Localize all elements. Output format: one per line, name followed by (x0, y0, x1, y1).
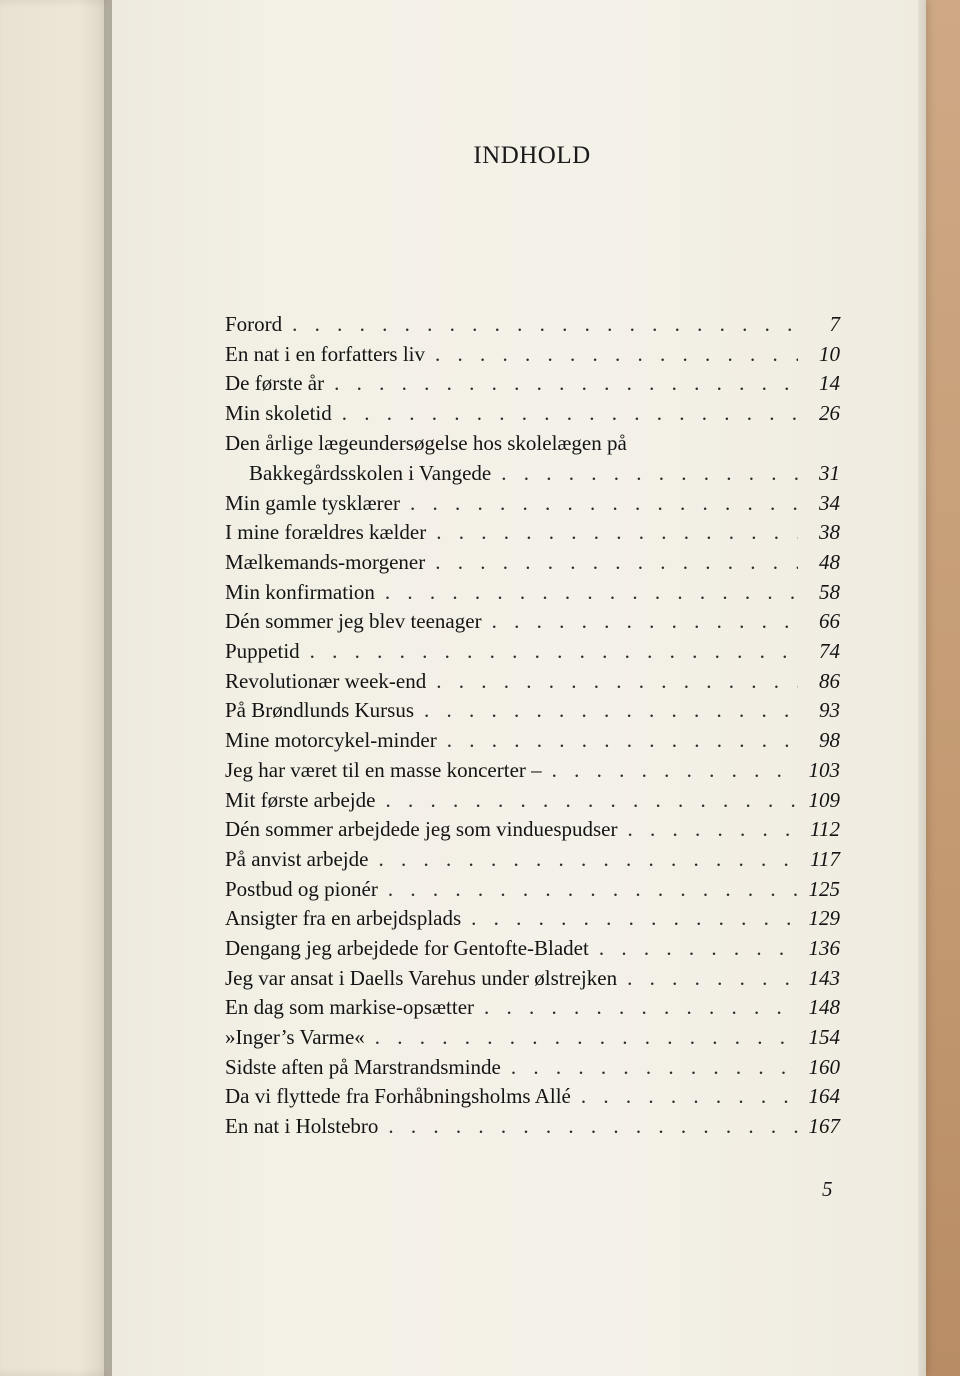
toc-entry-title: I mine forældres kælder (225, 520, 427, 545)
toc-entry (225, 906, 840, 936)
toc-entry-page: 74 (819, 639, 840, 664)
toc-entry-title-continuation: Bakkegårdsskolen i Vangede (249, 460, 492, 485)
toc-entry-title: Ansigter fra en arbejdsplads (225, 906, 462, 931)
dot-leader (310, 639, 798, 664)
toc-entry (225, 371, 840, 401)
toc-entry-title: Den årlige lægeundersøgelse hos skolelægen på (225, 430, 627, 455)
dot-leader (388, 877, 798, 902)
toc-entry (225, 728, 840, 758)
toc-entry (225, 580, 840, 610)
toc-entry-page: 48 (819, 550, 840, 574)
dot-leader (385, 580, 798, 605)
dot-leader (501, 461, 798, 486)
toc-entry (225, 847, 840, 877)
toc-heading: INDHOLD (473, 142, 591, 169)
dot-leader (435, 550, 798, 575)
dot-leader (599, 936, 798, 961)
dot-leader (627, 966, 798, 991)
dot-leader (627, 817, 798, 842)
toc-entry-page: 167 (808, 1114, 840, 1139)
toc-entry-title: Mælkemands-morgener (225, 550, 426, 574)
toc-entry (225, 401, 840, 431)
toc-entry-page: 34 (819, 490, 840, 515)
toc-entry (225, 1084, 840, 1114)
toc-entry-title: Sidste aften på Marstrandsminde (225, 1054, 501, 1079)
table-of-contents (225, 312, 840, 1144)
toc-entry-page: 164 (808, 1084, 840, 1109)
toc-entry-page: 109 (808, 787, 840, 812)
page-number: 5 (822, 1177, 833, 1201)
toc-entry-title: Mine motorcykel-minder (225, 728, 437, 753)
facing-page-edge (0, 0, 112, 1376)
toc-entry-page: 93 (819, 698, 840, 723)
toc-entry-page: 7 (829, 312, 840, 336)
dot-leader (447, 728, 798, 753)
dot-leader (334, 371, 798, 396)
toc-entry (225, 877, 840, 907)
toc-entry (225, 639, 840, 669)
toc-entry-title: De første år (225, 371, 325, 396)
toc-entry-page: 148 (808, 995, 840, 1020)
dot-leader (552, 758, 798, 783)
toc-entry-page: 117 (810, 846, 840, 871)
toc-entry-title: Jeg var ansat i Daells Varehus under ølstrejken (225, 965, 618, 990)
toc-entry (225, 1025, 840, 1055)
toc-entry-page: 10 (819, 341, 840, 366)
toc-entry-title: Da vi flyttede fra Forhåbningsholms Allé (225, 1084, 571, 1109)
toc-entry-title: Min konfirmation (225, 579, 375, 604)
dot-leader (410, 491, 798, 516)
toc-entry-continuation (225, 461, 840, 491)
toc-entry-page: 154 (808, 1025, 840, 1049)
dot-leader (436, 520, 798, 545)
toc-entry-title: Revolutionær week-end (225, 668, 427, 693)
toc-entry-title: Dén sommer arbejdede jeg som vinduespudser (225, 817, 618, 842)
toc-entry-title: Puppetid (225, 639, 300, 664)
toc-entry-page: 31 (819, 460, 840, 485)
toc-entry-page: 160 (808, 1054, 840, 1079)
toc-entry (225, 936, 840, 966)
dot-leader (492, 609, 798, 634)
toc-entry-title: »Inger’s Varme« (225, 1025, 365, 1049)
dot-leader (388, 1114, 798, 1139)
toc-entry-title: Dén sommer jeg blev teenager (225, 609, 482, 634)
toc-entry-title: Min skoletid (225, 401, 332, 426)
toc-entry-page: 103 (808, 757, 840, 782)
toc-entry-page: 66 (819, 609, 840, 634)
dot-leader (292, 312, 798, 337)
toc-entry-title: Mit første arbejde (225, 787, 376, 812)
dot-leader (378, 847, 798, 872)
toc-entry-title: En nat i Holstebro (225, 1114, 379, 1139)
toc-entry (225, 550, 840, 580)
toc-entry (225, 817, 840, 847)
toc-entry-page: 143 (808, 965, 840, 990)
dot-leader (385, 788, 798, 813)
toc-entry (225, 1114, 840, 1144)
toc-entry (225, 312, 840, 342)
page-stack-edge (918, 0, 926, 1376)
toc-entry-page: 58 (819, 579, 840, 604)
dot-leader (436, 669, 798, 694)
toc-entry-title: På anvist arbejde (225, 846, 369, 871)
toc-entry-page: 136 (808, 935, 840, 960)
toc-entry-title: En dag som markise-opsætter (225, 995, 475, 1020)
toc-entry (225, 698, 840, 728)
toc-entry (225, 609, 840, 639)
dot-leader (484, 995, 798, 1020)
toc-entry-title: Jeg har været til en masse koncerter – (225, 757, 542, 782)
toc-entry-title: Postbud og pionér (225, 876, 378, 901)
toc-entry-title: En nat i en forfatters liv (225, 341, 426, 366)
toc-entry-page: 26 (819, 401, 840, 426)
toc-entry-page: 38 (819, 520, 840, 545)
toc-entry (225, 788, 840, 818)
dot-leader (435, 342, 798, 367)
toc-entry-page: 98 (819, 728, 840, 753)
toc-entry (225, 431, 840, 461)
toc-entry (225, 520, 840, 550)
toc-entry-title: På Brøndlunds Kursus (225, 698, 415, 723)
toc-entry (225, 758, 840, 788)
toc-entry-title: Min gamle tysklærer (225, 490, 400, 515)
toc-entry-page: 14 (819, 371, 840, 396)
dot-leader (342, 401, 798, 426)
toc-entry-title: Forord (225, 312, 283, 336)
toc-entry (225, 669, 840, 699)
dot-leader (511, 1055, 798, 1080)
dot-leader (375, 1025, 798, 1050)
toc-entry (225, 966, 840, 996)
toc-entry (225, 491, 840, 521)
toc-entry-page: 86 (819, 668, 840, 693)
dot-leader (471, 906, 798, 931)
toc-entry-page: 112 (810, 817, 840, 842)
dot-leader (581, 1084, 798, 1109)
toc-entry (225, 1055, 840, 1085)
toc-entry (225, 342, 840, 372)
dot-leader (424, 698, 798, 723)
toc-entry-title: Dengang jeg arbejdede for Gentofte-Bladet (225, 935, 589, 960)
toc-entry-page: 125 (808, 876, 840, 901)
toc-entry (225, 995, 840, 1025)
toc-entry-page: 129 (808, 906, 840, 931)
